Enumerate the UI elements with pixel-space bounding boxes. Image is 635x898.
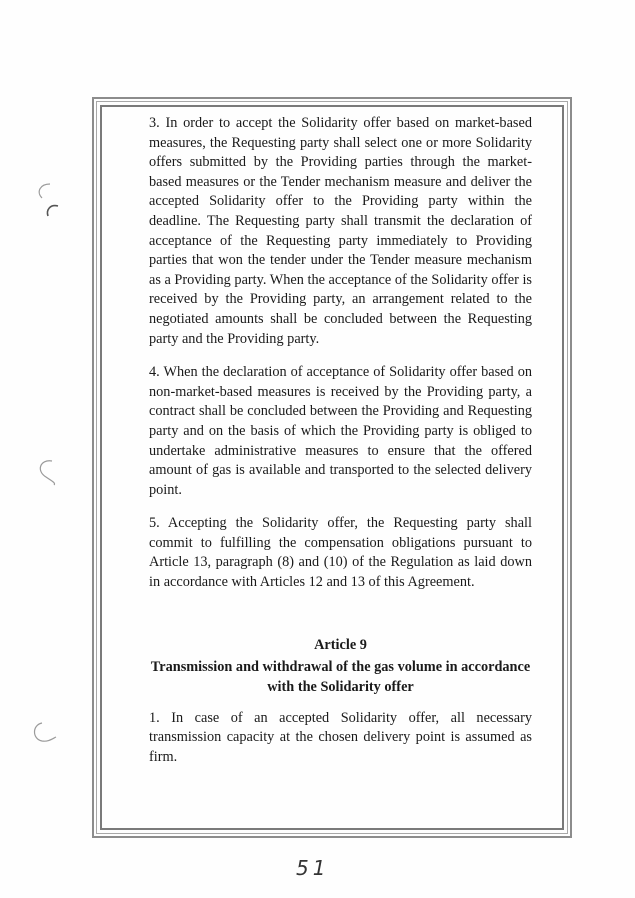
paragraph-3: 3. In order to accept the Solidarity offer based on market-based measures, the Requesting party shall select one or more Solidarity offers submitted by the Providing parties through the market-based measures or the Tender mechanism measure and deliver the accepted Solidarity offer to the Providing party within the deadline. The Requesting party shall transmit the declaration of acceptance of the Requesting party immediately to Providing parties that won the tender under the Tender measure mechanism as a Providing party. When the acceptance of the Solidarity offer is received by the Providing party, an arrangement related to the negotiated amounts shall be concluded between the Requesting party and the Providing party. [149,115,532,347]
document-body [149,114,532,781]
handwritten-page-number: 51 [296,856,330,880]
punch-hole-mark-bottom [28,715,68,755]
article-heading [149,635,532,697]
article-paragraph-1: 1. In case of an accepted Solidarity offer, all necessary transmission capacity at the chosen delivery point is assumed as firm. [149,709,532,765]
article-number: Article 9 [314,636,367,653]
paragraph-4: 4. When the declaration of acceptance of Solidarity offer based on non-market-based measures is received by the Providing party, a contract shall be concluded between the Providing and Requesting party and on the basis of which the Providing party is obliged to undertake administrative measures to ensure that the offered amount of gas is available and transported to the selected delivery point. [149,364,532,498]
punch-hole-mark-top [28,178,68,218]
punch-hole-mark-middle [28,455,68,495]
paragraph-5: 5. Accepting the Solidarity offer, the Requesting party shall commit to fulfilling the compensation obligations pursuant to Article 13, paragraph (8) and (10) of the Regulation as laid down in accordance with Articles 12 and 13 of this Agreement. [149,515,532,591]
article-title: Transmission and withdrawal of the gas volume in accordance with the Solidarity offer [150,658,531,695]
